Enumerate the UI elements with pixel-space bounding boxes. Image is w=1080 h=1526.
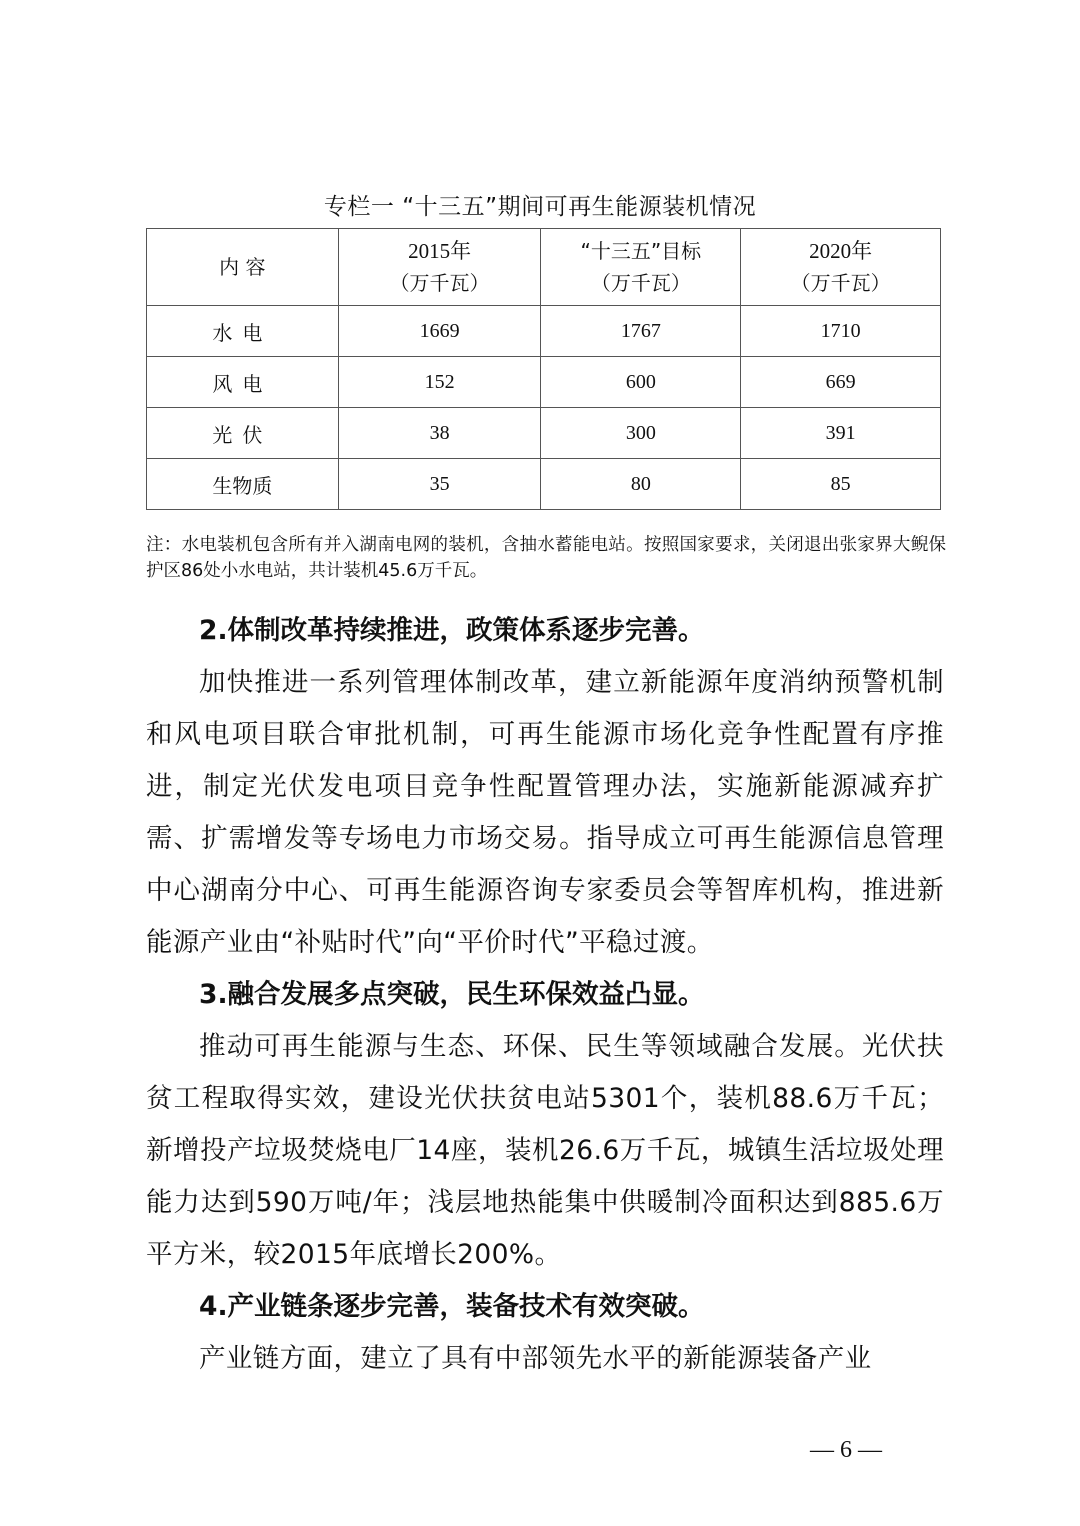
section-heading: 4.产业链条逐步完善，装备技术有效突破。: [199, 1291, 705, 1322]
header-2020: [741, 229, 941, 306]
table-title: 专栏一 “十三五”期间可再生能源装机情况: [323, 194, 757, 220]
section-paragraph: 产业链方面，建立了具有中部领先水平的新能源装备产业: [199, 1343, 872, 1374]
section-heading: 2.体制改革持续推进，政策体系逐步完善。: [199, 615, 705, 646]
table-header-row: [147, 229, 941, 306]
header-target-label: “十三五”目标: [580, 239, 702, 263]
row-category: 光伏: [147, 408, 339, 459]
header-category: [147, 229, 339, 306]
table-row: [147, 408, 941, 459]
cell-target: 80: [541, 459, 741, 510]
page-number: — 6 —: [810, 1437, 882, 1463]
header-2020-label: 2020年: [809, 239, 873, 263]
section-heading: 3.融合发展多点突破，民生环保效益凸显。: [199, 979, 705, 1010]
cell-2020: 391: [741, 408, 941, 459]
cell-target: 600: [541, 357, 741, 408]
cell-2015: 35: [338, 459, 541, 510]
header-target-unit: （万千瓦）: [590, 271, 691, 295]
row-category: 生物质: [147, 459, 339, 510]
table-row: [147, 459, 941, 510]
table-note: 注：水电装机包含所有并入湖南电网的装机，含抽水蓄能电站。按照国家要求，关闭退出张家界大鲵保护区86处小水电站，共计装机45.6万千瓦。: [146, 535, 946, 581]
section-paragraph: 加快推进一系列管理体制改革，建立新能源年度消纳预警机制和风电项目联合审批机制，可再生能源市场化竞争性配置有序推进，制定光伏发电项目竞争性配置管理办法，实施新能源减弃扩需、扩需增发等专场电力市场交易。指导成立可再生能源信息管理中心湖南分中心、可再生能源咨询专家委员会等智库机构，推进新能源产业由“补贴时代”向“平价时代”平稳过渡。: [146, 667, 944, 958]
row-category: 水电: [147, 306, 339, 357]
header-2015-unit: （万千瓦）: [389, 271, 490, 295]
cell-2015: 38: [338, 408, 541, 459]
cell-2015: 152: [338, 357, 541, 408]
header-2015-label: 2015年: [408, 239, 472, 263]
document-body: [146, 605, 944, 1385]
cell-2015: 1669: [338, 306, 541, 357]
cell-2020: 669: [741, 357, 941, 408]
cell-2020: 1710: [741, 306, 941, 357]
header-target: [541, 229, 741, 306]
header-2015: [338, 229, 541, 306]
table-row: [147, 306, 941, 357]
header-category-label: 内 容: [219, 255, 266, 279]
cell-target: 1767: [541, 306, 741, 357]
table-row: [147, 357, 941, 408]
renewable-capacity-table: [146, 228, 941, 510]
row-category: 风电: [147, 357, 339, 408]
header-2020-unit: （万千瓦）: [790, 271, 891, 295]
section-paragraph: 推动可再生能源与生态、环保、民生等领域融合发展。光伏扶贫工程取得实效，建设光伏扶贫电站5301个，装机88.6万千瓦；新增投产垃圾焚烧电厂14座，装机26.6万千瓦，城镇生活垃圾处理能力达到590万吨/年；浅层地热能集中供暖制冷面积达到885.6万平方米，较2015年底增长200%。: [146, 1031, 944, 1270]
cell-target: 300: [541, 408, 741, 459]
cell-2020: 85: [741, 459, 941, 510]
